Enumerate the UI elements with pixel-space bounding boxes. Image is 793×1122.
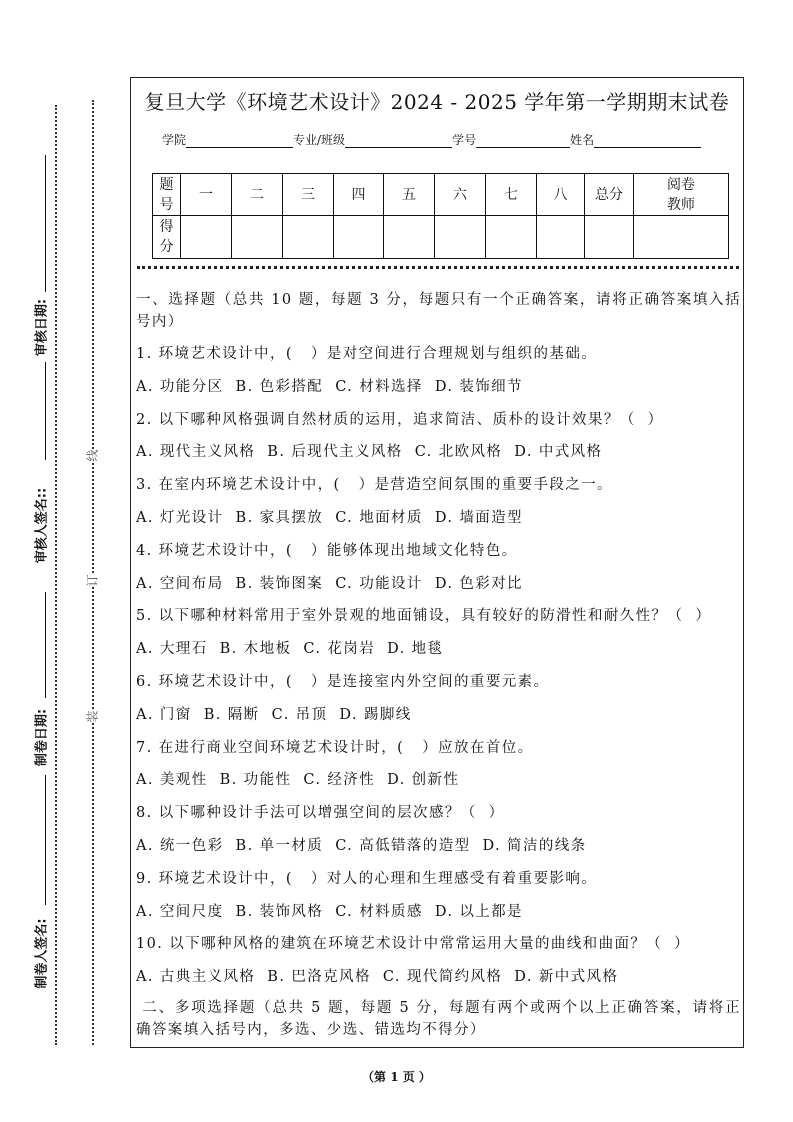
- signature-line: [45, 155, 46, 292]
- col-header: 八: [537, 174, 585, 216]
- col-header-total: 总分: [585, 174, 634, 216]
- col-header: 六: [435, 174, 486, 216]
- score-cell[interactable]: [283, 216, 334, 259]
- question-2-options: A. 现代主义风格 B. 后现代主义风格 C. 北欧风格 D. 中式风格: [136, 444, 603, 461]
- student-info-fields: [162, 131, 701, 148]
- dotted-divider: [137, 266, 739, 269]
- binding-mark-line: 线: [85, 449, 100, 462]
- question-4-options: A. 空间布局 B. 装饰图案 C. 功能设计 D. 色彩对比: [136, 575, 523, 592]
- question-5-options: A. 大理石 B. 木地板 C. 花岗岩 D. 地毯: [136, 641, 444, 658]
- score-cell[interactable]: [181, 216, 232, 259]
- maker-signature-label: 制卷人签名:: [34, 918, 50, 989]
- binding-dotted-line-outer: [92, 100, 94, 1045]
- col-header: 二: [232, 174, 283, 216]
- signature-line: [45, 775, 46, 905]
- binding-mark-bind: 装: [85, 710, 100, 723]
- col-header-reviewer: 阅卷 教师: [634, 174, 729, 216]
- question-1: 1. 环境艺术设计中，( ）是对空间进行合理规划与组织的基础。: [136, 346, 598, 362]
- review-date-label: 审核日期:: [34, 298, 50, 357]
- signature-line: [45, 592, 46, 698]
- exam-title: 复旦大学《环境艺术设计》2024 - 2025 学年第一学期期末试卷: [144, 90, 730, 114]
- question-7: 7. 在进行商业空间环境艺术设计时，( ）应放在首位。: [136, 739, 534, 756]
- question-8-options: A. 统一色彩 B. 单一材质 C. 高低错落的造型 D. 简洁的线条: [136, 837, 587, 854]
- question-10-options: A. 古典主义风格 B. 巴洛克风格 C. 现代简约风格 D. 新中式风格: [136, 969, 619, 986]
- total-score-cell[interactable]: [585, 216, 634, 259]
- score-cell[interactable]: [435, 216, 486, 259]
- question-8: 8. 以下哪种设计手法可以增强空间的层次感？（ ）: [136, 805, 505, 822]
- score-cell[interactable]: [384, 216, 435, 259]
- col-header: 四: [334, 174, 384, 216]
- col-header: 一: [181, 174, 232, 216]
- col-header: 三: [283, 174, 334, 216]
- score-cell[interactable]: [486, 216, 537, 259]
- major-class-input-line[interactable]: [345, 133, 452, 148]
- field-label-name: 姓名: [570, 133, 595, 147]
- row-label-question-no: 题 号: [153, 174, 181, 216]
- name-input-line[interactable]: [594, 133, 701, 148]
- question-6-options: A. 门窗 B. 隔断 C. 吊顶 D. 踢脚线: [136, 706, 412, 723]
- question-3: 3. 在室内环境艺术设计中，( ）是营造空间氛围的重要手段之一。: [136, 477, 614, 494]
- score-table: [152, 173, 729, 259]
- college-input-line[interactable]: [186, 133, 293, 148]
- question-1-options: A. 功能分区 B. 色彩搭配 C. 材料选择 D. 装饰细节: [136, 378, 523, 395]
- row-label-score: 得 分: [153, 216, 181, 259]
- student-id-input-line[interactable]: [476, 133, 570, 148]
- question-5: 5. 以下哪种材料常用于室外景观的地面铺设，具有较好的防滑性和耐久性？（ ）: [136, 608, 712, 625]
- field-label-major-class: 专业/班级: [293, 133, 346, 147]
- exam-body: [136, 289, 741, 1051]
- question-3-options: A. 灯光设计 B. 家具摆放 C. 地面材质 D. 墙面造型: [136, 509, 523, 526]
- score-cell[interactable]: [537, 216, 585, 259]
- question-6: 6. 环境艺术设计中，( ）是连接室内外空间的重要元素。: [136, 673, 550, 690]
- question-2: 2. 以下哪种风格强调自然材质的运用，追求简洁、质朴的设计效果？（ ）: [136, 411, 664, 428]
- field-label-college: 学院: [162, 133, 187, 147]
- binding-mark-staple: 订: [85, 574, 100, 587]
- question-4: 4. 环境艺术设计中，( ）能够体现出地域文化特色。: [136, 542, 518, 559]
- field-label-student-id: 学号: [452, 133, 477, 147]
- make-date-label: 制卷日期:: [34, 708, 50, 767]
- col-header: 五: [384, 174, 435, 216]
- question-10: 10. 以下哪种风格的建筑在环境艺术设计中常常运用大量的曲线和曲面？（ ）: [136, 936, 691, 953]
- section1-heading: 一、选择题（总共 10 题，每题 3 分，每题只有一个正确答案，请将正确答案填入括号内）: [136, 292, 741, 330]
- reviewer-cell[interactable]: [634, 216, 729, 259]
- question-9: 9. 环境艺术设计中，( ）对人的心理和生理感受有着重要影响。: [136, 870, 598, 887]
- signature-line: [45, 362, 46, 460]
- section2-heading: 二、多项选择题（总共 5 题，每题 5 分，每题有两个或两个以上正确答案，请将正确答案填入括号内，多选、少选、错选均不得分）: [136, 999, 741, 1038]
- question-7-options: A. 美观性 B. 功能性 C. 经济性 D. 创新性: [136, 772, 460, 789]
- page-number: （第 1 页 ）: [362, 1070, 431, 1084]
- score-cell[interactable]: [334, 216, 384, 259]
- binding-dotted-line-inner: [55, 105, 57, 1045]
- question-9-options: A. 空间尺度 B. 装饰风格 C. 材料质感 D. 以上都是: [136, 903, 523, 920]
- reviewer-signature-label: 审核人签名::: [34, 487, 50, 564]
- col-header: 七: [486, 174, 537, 216]
- score-cell[interactable]: [232, 216, 283, 259]
